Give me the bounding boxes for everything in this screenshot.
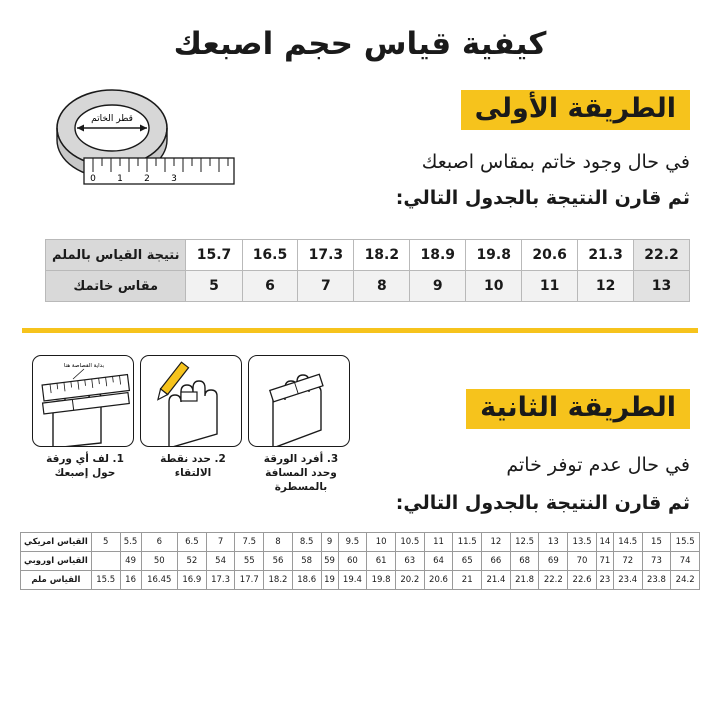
cell-eu-7: 66	[482, 551, 511, 570]
cell-mm-6: 21.8	[510, 570, 539, 589]
svg-text:قطر الخاتم: قطر الخاتم	[91, 114, 133, 124]
cell-eu-16: 55	[235, 551, 264, 570]
table-row	[21, 570, 700, 589]
cell-mm-5: 18.2	[354, 240, 410, 271]
cell-size-4: 9	[410, 271, 466, 302]
cell-size-0: 13	[634, 271, 690, 302]
cell-mm-5: 22.2	[539, 570, 568, 589]
cell-mm-10: 20.2	[395, 570, 424, 589]
cell-eu-8: 65	[453, 551, 482, 570]
ring-ruler-icon	[36, 80, 236, 215]
cell-mm-9: 20.6	[424, 570, 453, 589]
cell-us-0: 15.5	[671, 532, 700, 551]
table2-row-header-eu: القياس اوروبي	[21, 551, 92, 570]
hand-paper-wrap-icon	[249, 356, 350, 447]
ring-diameter-illustration	[36, 80, 236, 215]
method-one-text	[236, 80, 690, 213]
panel-caption-3: 3. أفرد الورقة وحدد المسافة بالمسطرة	[263, 453, 339, 494]
cell-eu-4: 70	[568, 551, 597, 570]
cell-mm-14: 18.6	[292, 570, 321, 589]
method-two-text	[352, 355, 690, 518]
cell-us-3: 14	[596, 532, 613, 551]
cell-us-6: 12.5	[510, 532, 539, 551]
svg-text:2: 2	[144, 174, 150, 184]
table2-row-header-us: القياس امريكي	[21, 532, 92, 551]
method-one-heading: الطريقة الأولى	[461, 90, 690, 130]
cell-mm-7: 16.5	[242, 240, 298, 271]
cell-mm-4: 22.6	[568, 570, 597, 589]
cell-eu-17: 54	[206, 551, 235, 570]
cell-eu-5: 69	[539, 551, 568, 570]
cell-us-5: 13	[539, 532, 568, 551]
cell-mm-1: 23.8	[642, 570, 671, 589]
cell-mm-21: 15.5	[91, 570, 120, 589]
svg-text:3: 3	[171, 174, 177, 184]
panel-mark-meeting-point	[140, 355, 242, 447]
cell-eu-18: 52	[178, 551, 207, 570]
cell-us-15: 8	[264, 532, 293, 551]
cell-eu-21	[91, 551, 120, 570]
method-two-illustrations	[32, 355, 352, 495]
cell-us-9: 11	[424, 532, 453, 551]
cell-mm-13: 19	[321, 570, 338, 589]
cell-us-17: 7	[206, 532, 235, 551]
cell-mm-0: 24.2	[671, 570, 700, 589]
table2-row-header-mm: القياس ملم	[21, 570, 92, 589]
cell-size-8: 5	[186, 271, 242, 302]
cell-us-7: 12	[482, 532, 511, 551]
cell-us-8: 11.5	[453, 532, 482, 551]
table1-row1-header: نتيجة القياس بالملم	[46, 240, 186, 271]
panel-measure-with-ruler	[32, 355, 134, 447]
cell-size-2: 11	[522, 271, 578, 302]
cell-size-3: 10	[466, 271, 522, 302]
svg-text:1: 1	[117, 174, 123, 184]
ruler-paper-icon	[33, 356, 134, 447]
page-root	[0, 26, 720, 720]
ring-size-table-1	[45, 239, 690, 302]
cell-us-21: 5	[91, 532, 120, 551]
cell-us-4: 13.5	[568, 532, 597, 551]
cell-size-5: 8	[354, 271, 410, 302]
hand-pen-icon	[141, 356, 242, 447]
method-two-line-2: ثم قارن النتيجة بالجدول التالي:	[395, 492, 690, 515]
cell-size-1: 12	[578, 271, 634, 302]
method-two-section	[0, 355, 720, 518]
table-row	[46, 240, 690, 271]
cell-mm-6: 17.3	[298, 240, 354, 271]
ring-size-table-2-wrapper	[0, 532, 720, 590]
cell-eu-2: 72	[613, 551, 642, 570]
method-one-section	[0, 80, 720, 215]
panel-caption-2: 2. حدد نقطة الالتقاء	[160, 453, 226, 480]
ring-size-table-2	[20, 532, 700, 590]
cell-us-12: 9.5	[338, 532, 367, 551]
panel-wrap-paper	[248, 355, 350, 447]
cell-mm-8: 21	[453, 570, 482, 589]
cell-mm-17: 17.3	[206, 570, 235, 589]
cell-size-7: 6	[242, 271, 298, 302]
cell-mm-20: 16	[120, 570, 141, 589]
svg-text:0: 0	[90, 174, 96, 184]
cell-eu-1: 73	[642, 551, 671, 570]
panel-caption-1: 1. لف أي ورقة حول إصبعك	[46, 453, 124, 480]
cell-mm-0: 22.2	[634, 240, 690, 271]
method-two-line-1: في حال عدم توفر خاتم	[506, 453, 690, 476]
cell-eu-20: 49	[120, 551, 141, 570]
cell-mm-4: 18.9	[410, 240, 466, 271]
cell-mm-19: 16.45	[141, 570, 177, 589]
ring-size-table-1-wrapper	[0, 239, 720, 302]
cell-us-11: 10	[367, 532, 396, 551]
table1-row2-header: مقاس خاتمك	[46, 271, 186, 302]
cell-eu-14: 58	[292, 551, 321, 570]
cell-mm-3: 19.8	[466, 240, 522, 271]
table-row	[21, 532, 700, 551]
cell-mm-11: 19.8	[367, 570, 396, 589]
cell-mm-18: 16.9	[178, 570, 207, 589]
cell-us-1: 15	[642, 532, 671, 551]
table-row	[21, 551, 700, 570]
cell-us-18: 6.5	[178, 532, 207, 551]
cell-us-20: 5.5	[120, 532, 141, 551]
cell-eu-19: 50	[141, 551, 177, 570]
cell-mm-1: 21.3	[578, 240, 634, 271]
cell-mm-16: 17.7	[235, 570, 264, 589]
table-row	[46, 271, 690, 302]
cell-mm-3: 23	[596, 570, 613, 589]
cell-us-10: 10.5	[395, 532, 424, 551]
cell-eu-12: 60	[338, 551, 367, 570]
cell-eu-6: 68	[510, 551, 539, 570]
cell-mm-15: 18.2	[264, 570, 293, 589]
cell-eu-0: 74	[671, 551, 700, 570]
cell-eu-9: 64	[424, 551, 453, 570]
method-one-line-1: في حال وجود خاتم بمقاس اصبعك	[421, 150, 690, 173]
cell-us-13: 9	[321, 532, 338, 551]
cell-mm-12: 19.4	[338, 570, 367, 589]
cell-eu-3: 71	[596, 551, 613, 570]
cell-us-16: 7.5	[235, 532, 264, 551]
cell-mm-7: 21.4	[482, 570, 511, 589]
cell-mm-2: 23.4	[613, 570, 642, 589]
page-title: كيفية قياس حجم اصبعك	[173, 26, 547, 62]
cell-eu-13: 59	[321, 551, 338, 570]
cell-us-2: 14.5	[613, 532, 642, 551]
method-one-line-2: ثم قارن النتيجة بالجدول التالي:	[395, 187, 690, 210]
section-divider	[22, 328, 698, 333]
method-two-heading: الطريقة الثانية	[466, 389, 690, 429]
cell-eu-11: 61	[367, 551, 396, 570]
cell-eu-15: 56	[264, 551, 293, 570]
cell-size-6: 7	[298, 271, 354, 302]
cell-us-14: 8.5	[292, 532, 321, 551]
cell-mm-2: 20.6	[522, 240, 578, 271]
cell-eu-10: 63	[395, 551, 424, 570]
cell-us-19: 6	[141, 532, 177, 551]
svg-text:بداية القصاصة هنا: بداية القصاصة هنا	[63, 363, 105, 369]
cell-mm-8: 15.7	[186, 240, 242, 271]
